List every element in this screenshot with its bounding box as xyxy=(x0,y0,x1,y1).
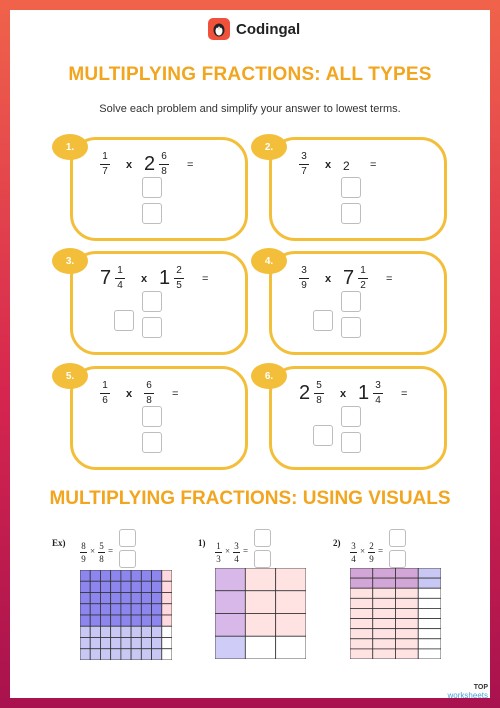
equals-sign: = xyxy=(370,159,377,171)
multiply-sign: x xyxy=(325,273,332,285)
watermark-top: TOP xyxy=(473,684,488,691)
fraction-numerator: 1 xyxy=(117,265,123,276)
grid-cell xyxy=(121,593,131,604)
fraction-bar xyxy=(233,552,240,553)
grid-cell xyxy=(111,638,121,649)
grid-cell xyxy=(100,638,110,649)
grid-cell xyxy=(396,639,419,649)
grid-cell xyxy=(162,615,172,626)
grid-cell xyxy=(111,593,121,604)
fraction-numerator: 1 xyxy=(360,265,366,276)
fraction-numerator: 3 xyxy=(375,380,381,391)
grid-cell xyxy=(215,636,245,659)
grid-cell xyxy=(111,649,121,660)
grid-cell xyxy=(350,578,373,588)
grid-cell xyxy=(152,626,162,637)
answer-denominator-box[interactable] xyxy=(254,550,271,568)
grid-cell xyxy=(396,619,419,629)
fraction-area-model xyxy=(350,568,441,659)
fraction-numerator: 3 xyxy=(301,151,307,162)
grid-cell xyxy=(90,626,100,637)
equals-sign: = xyxy=(202,273,209,285)
fraction-denominator: 9 xyxy=(301,280,307,291)
fraction-denominator: 8 xyxy=(161,166,167,177)
fraction xyxy=(174,265,184,292)
grid-cell xyxy=(100,593,110,604)
fraction-bar xyxy=(314,393,324,394)
problem-number-badge: 3. xyxy=(52,248,88,274)
grid-cell xyxy=(396,608,419,618)
visual-fraction xyxy=(368,541,375,564)
grid-cell xyxy=(152,570,162,581)
grid-cell xyxy=(131,593,141,604)
grid-cell xyxy=(162,604,172,615)
grid-cell xyxy=(141,570,151,581)
multiply-sign: × xyxy=(360,546,366,556)
brand-name: Codingal xyxy=(236,20,301,38)
grid-cell xyxy=(131,638,141,649)
fraction-denominator: 2 xyxy=(360,280,366,291)
grid-cell xyxy=(373,608,396,618)
grid-cell xyxy=(90,649,100,660)
grid-cell xyxy=(141,593,151,604)
answer-denominator-box[interactable] xyxy=(341,432,361,453)
whole-number: 2 xyxy=(343,159,350,173)
grid-cell xyxy=(121,570,131,581)
grid-cell xyxy=(152,581,162,592)
grid-cell xyxy=(373,649,396,659)
fraction-bar xyxy=(100,393,110,394)
fraction-denominator: 8 xyxy=(99,554,104,564)
answer-numerator-box[interactable] xyxy=(254,529,271,547)
fraction-denominator: 9 xyxy=(369,554,374,564)
grid-cell xyxy=(131,581,141,592)
grid-cell xyxy=(162,638,172,649)
answer-numerator-box[interactable] xyxy=(341,291,361,312)
grid-cell xyxy=(80,649,90,660)
fraction-bar xyxy=(299,164,309,165)
grid-cell xyxy=(131,615,141,626)
grid-cell xyxy=(373,588,396,598)
grid-cell xyxy=(373,619,396,629)
fraction-numerator: 3 xyxy=(301,265,307,276)
grid-cell xyxy=(418,588,441,598)
grid-cell xyxy=(80,626,90,637)
grid-cell xyxy=(111,581,121,592)
grid-cell xyxy=(111,604,121,615)
whole-number: 2 xyxy=(299,382,311,404)
answer-denominator-box[interactable] xyxy=(341,203,361,224)
grid-cell xyxy=(90,593,100,604)
grid-cell xyxy=(111,615,121,626)
equals-sign: = xyxy=(401,388,408,400)
grid-cell xyxy=(373,578,396,588)
fraction-denominator: 7 xyxy=(301,166,307,177)
grid-cell xyxy=(121,604,131,615)
fraction xyxy=(314,380,324,407)
fraction-numerator: 1 xyxy=(102,151,108,162)
grid-cell xyxy=(418,639,441,649)
fraction-bar xyxy=(174,278,184,279)
grid-cell xyxy=(152,638,162,649)
grid-cell xyxy=(152,593,162,604)
fraction-numerator: 1 xyxy=(216,541,221,551)
grid-cell xyxy=(100,649,110,660)
grid-cell xyxy=(245,568,275,591)
fraction-numerator: 3 xyxy=(351,541,356,551)
grid-cell xyxy=(131,604,141,615)
fraction-bar xyxy=(350,552,357,553)
grid-cell xyxy=(121,649,131,660)
grid-cell xyxy=(396,598,419,608)
answer-denominator-box[interactable] xyxy=(142,432,162,453)
grid-cell xyxy=(162,649,172,660)
grid-cell xyxy=(215,614,245,637)
section-title-visuals: MULTIPLYING FRACTIONS: USING VISUALS xyxy=(49,488,451,509)
grid-cell xyxy=(80,570,90,581)
answer-numerator-box[interactable] xyxy=(389,529,406,547)
equals-sign: = xyxy=(243,546,249,556)
whole-number: 1 xyxy=(159,267,171,289)
grid-cell xyxy=(152,649,162,660)
whole-number: 1 xyxy=(358,382,370,404)
visual-fraction xyxy=(98,541,105,564)
fraction-area-model xyxy=(80,570,172,660)
visual-fraction xyxy=(350,541,357,564)
grid-cell xyxy=(418,568,441,578)
grid-cell xyxy=(396,649,419,659)
grid-cell xyxy=(80,604,90,615)
fraction-bar xyxy=(98,552,105,553)
grid-cell xyxy=(121,615,131,626)
grid-cell xyxy=(141,615,151,626)
fraction-numerator: 3 xyxy=(234,541,239,551)
problem-number-badge: 4. xyxy=(251,248,287,274)
fraction-denominator: 4 xyxy=(351,554,356,564)
answer-numerator-box[interactable] xyxy=(142,406,162,427)
grid-cell xyxy=(162,626,172,637)
grid-cell xyxy=(80,638,90,649)
grid-cell xyxy=(131,570,141,581)
grid-cell xyxy=(396,578,419,588)
grid-cell xyxy=(245,591,275,614)
grid-cell xyxy=(350,608,373,618)
grid-cell xyxy=(350,588,373,598)
fraction-numerator: 5 xyxy=(99,541,104,551)
visual-fraction xyxy=(215,541,222,564)
multiply-sign: × xyxy=(225,546,231,556)
fraction-numerator: 5 xyxy=(316,380,322,391)
visual-label: 2) xyxy=(333,538,341,548)
answer-numerator-box[interactable] xyxy=(142,291,162,312)
fraction-numerator: 6 xyxy=(161,151,167,162)
grid-cell xyxy=(350,629,373,639)
answer-denominator-box[interactable] xyxy=(119,550,136,568)
grid-cell xyxy=(396,629,419,639)
visual-fraction xyxy=(233,541,240,564)
fraction-bar xyxy=(368,552,375,553)
fraction-bar xyxy=(299,278,309,279)
fraction-denominator: 9 xyxy=(81,554,86,564)
grid-cell xyxy=(90,581,100,592)
grid-cell xyxy=(80,593,90,604)
grid-cell xyxy=(100,615,110,626)
fraction-denominator: 6 xyxy=(102,395,108,406)
answer-whole-box[interactable] xyxy=(313,425,333,446)
grid-cell xyxy=(100,570,110,581)
grid-cell xyxy=(80,615,90,626)
grid-cell xyxy=(373,598,396,608)
grid-cell xyxy=(131,626,141,637)
grid-cell xyxy=(131,649,141,660)
fraction-denominator: 4 xyxy=(117,280,123,291)
grid-cell xyxy=(152,615,162,626)
fraction-bar xyxy=(159,164,169,165)
multiply-sign: x xyxy=(141,273,148,285)
multiply-sign: x xyxy=(126,388,133,400)
grid-cell xyxy=(245,614,275,637)
fraction-area-model xyxy=(215,568,306,659)
fraction xyxy=(100,380,110,407)
grid-cell xyxy=(215,591,245,614)
whole-number: 7 xyxy=(100,267,112,289)
watermark-bottom: worksheets xyxy=(447,691,488,700)
multiply-sign: × xyxy=(90,546,96,556)
fraction-denominator: 8 xyxy=(146,395,152,406)
fraction-denominator: 4 xyxy=(234,554,239,564)
equals-sign: = xyxy=(187,159,194,171)
grid-cell xyxy=(121,638,131,649)
grid-cell xyxy=(276,568,306,591)
fraction-numerator: 2 xyxy=(176,265,182,276)
fraction-denominator: 7 xyxy=(102,166,108,177)
grid-cell xyxy=(373,629,396,639)
grid-cell xyxy=(141,626,151,637)
fraction-bar xyxy=(215,552,222,553)
answer-denominator-box[interactable] xyxy=(341,317,361,338)
fraction xyxy=(144,380,154,407)
grid-cell xyxy=(418,578,441,588)
grid-cell xyxy=(111,570,121,581)
equals-sign: = xyxy=(108,546,114,556)
problem-number-badge: 2. xyxy=(251,134,287,160)
grid-cell xyxy=(90,604,100,615)
grid-cell xyxy=(80,581,90,592)
equals-sign: = xyxy=(378,546,384,556)
grid-cell xyxy=(418,598,441,608)
fraction xyxy=(115,265,125,292)
fraction-bar xyxy=(100,164,110,165)
grid-cell xyxy=(350,619,373,629)
equals-sign: = xyxy=(386,273,393,285)
whole-number: 7 xyxy=(343,267,355,289)
problem-number-badge: 5. xyxy=(52,363,88,389)
fraction xyxy=(299,151,309,178)
answer-numerator-box[interactable] xyxy=(341,177,361,198)
problem-number-badge: 1. xyxy=(52,134,88,160)
grid-cell xyxy=(373,639,396,649)
grid-cell xyxy=(350,568,373,578)
answer-numerator-box[interactable] xyxy=(341,406,361,427)
fraction xyxy=(159,151,169,178)
grid-cell xyxy=(162,593,172,604)
fraction-bar xyxy=(80,552,87,553)
answer-denominator-box[interactable] xyxy=(142,203,162,224)
grid-cell xyxy=(276,614,306,637)
visual-label: 1) xyxy=(198,538,206,548)
grid-cell xyxy=(350,639,373,649)
visual-fraction xyxy=(80,541,87,564)
fraction-bar xyxy=(373,393,383,394)
grid-cell xyxy=(396,588,419,598)
fraction xyxy=(100,151,110,178)
grid-cell xyxy=(350,598,373,608)
grid-cell xyxy=(418,629,441,639)
grid-cell xyxy=(141,638,151,649)
fraction-bar xyxy=(144,393,154,394)
grid-cell xyxy=(276,636,306,659)
answer-whole-box[interactable] xyxy=(114,310,134,331)
equals-sign: = xyxy=(172,388,179,400)
grid-cell xyxy=(396,568,419,578)
grid-cell xyxy=(121,581,131,592)
fraction-bar xyxy=(358,278,368,279)
grid-cell xyxy=(141,649,151,660)
fraction-bar xyxy=(115,278,125,279)
grid-cell xyxy=(350,649,373,659)
problem-number-badge: 6. xyxy=(251,363,287,389)
fraction-numerator: 2 xyxy=(369,541,374,551)
fraction-denominator: 4 xyxy=(375,395,381,406)
fraction-denominator: 5 xyxy=(176,280,182,291)
answer-numerator-box[interactable] xyxy=(119,529,136,547)
visual-label: Ex) xyxy=(52,538,66,548)
fraction xyxy=(373,380,383,407)
grid-cell xyxy=(162,570,172,581)
answer-whole-box[interactable] xyxy=(313,310,333,331)
section-title-all-types: MULTIPLYING FRACTIONS: ALL TYPES xyxy=(68,64,432,85)
fraction xyxy=(358,265,368,292)
answer-denominator-box[interactable] xyxy=(389,550,406,568)
grid-cell xyxy=(90,570,100,581)
grid-cell xyxy=(100,581,110,592)
grid-cell xyxy=(418,649,441,659)
multiply-sign: x xyxy=(126,159,133,171)
grid-cell xyxy=(90,638,100,649)
fraction-denominator: 3 xyxy=(216,554,221,564)
grid-cell xyxy=(111,626,121,637)
grid-cell xyxy=(141,604,151,615)
grid-cell xyxy=(100,626,110,637)
grid-cell xyxy=(121,626,131,637)
grid-cell xyxy=(373,568,396,578)
grid-cell xyxy=(245,636,275,659)
fraction-numerator: 8 xyxy=(81,541,86,551)
grid-cell xyxy=(141,581,151,592)
whole-number: 2 xyxy=(144,153,156,175)
answer-numerator-box[interactable] xyxy=(142,177,162,198)
grid-cell xyxy=(418,608,441,618)
grid-cell xyxy=(215,568,245,591)
answer-denominator-box[interactable] xyxy=(142,317,162,338)
grid-cell xyxy=(418,619,441,629)
grid-cell xyxy=(100,604,110,615)
multiply-sign: x xyxy=(340,388,347,400)
fraction-denominator: 8 xyxy=(316,395,322,406)
instructions: Solve each problem and simplify your answer to lowest terms. xyxy=(99,103,401,115)
brand-logo xyxy=(208,18,300,40)
grid-cell xyxy=(152,604,162,615)
grid-cell xyxy=(276,591,306,614)
fraction-numerator: 1 xyxy=(102,380,108,391)
fraction-numerator: 6 xyxy=(146,380,152,391)
penguin-icon xyxy=(208,18,230,40)
watermark xyxy=(448,684,488,700)
multiply-sign: x xyxy=(325,159,332,171)
grid-cell xyxy=(162,581,172,592)
fraction xyxy=(299,265,309,292)
grid-cell xyxy=(90,615,100,626)
